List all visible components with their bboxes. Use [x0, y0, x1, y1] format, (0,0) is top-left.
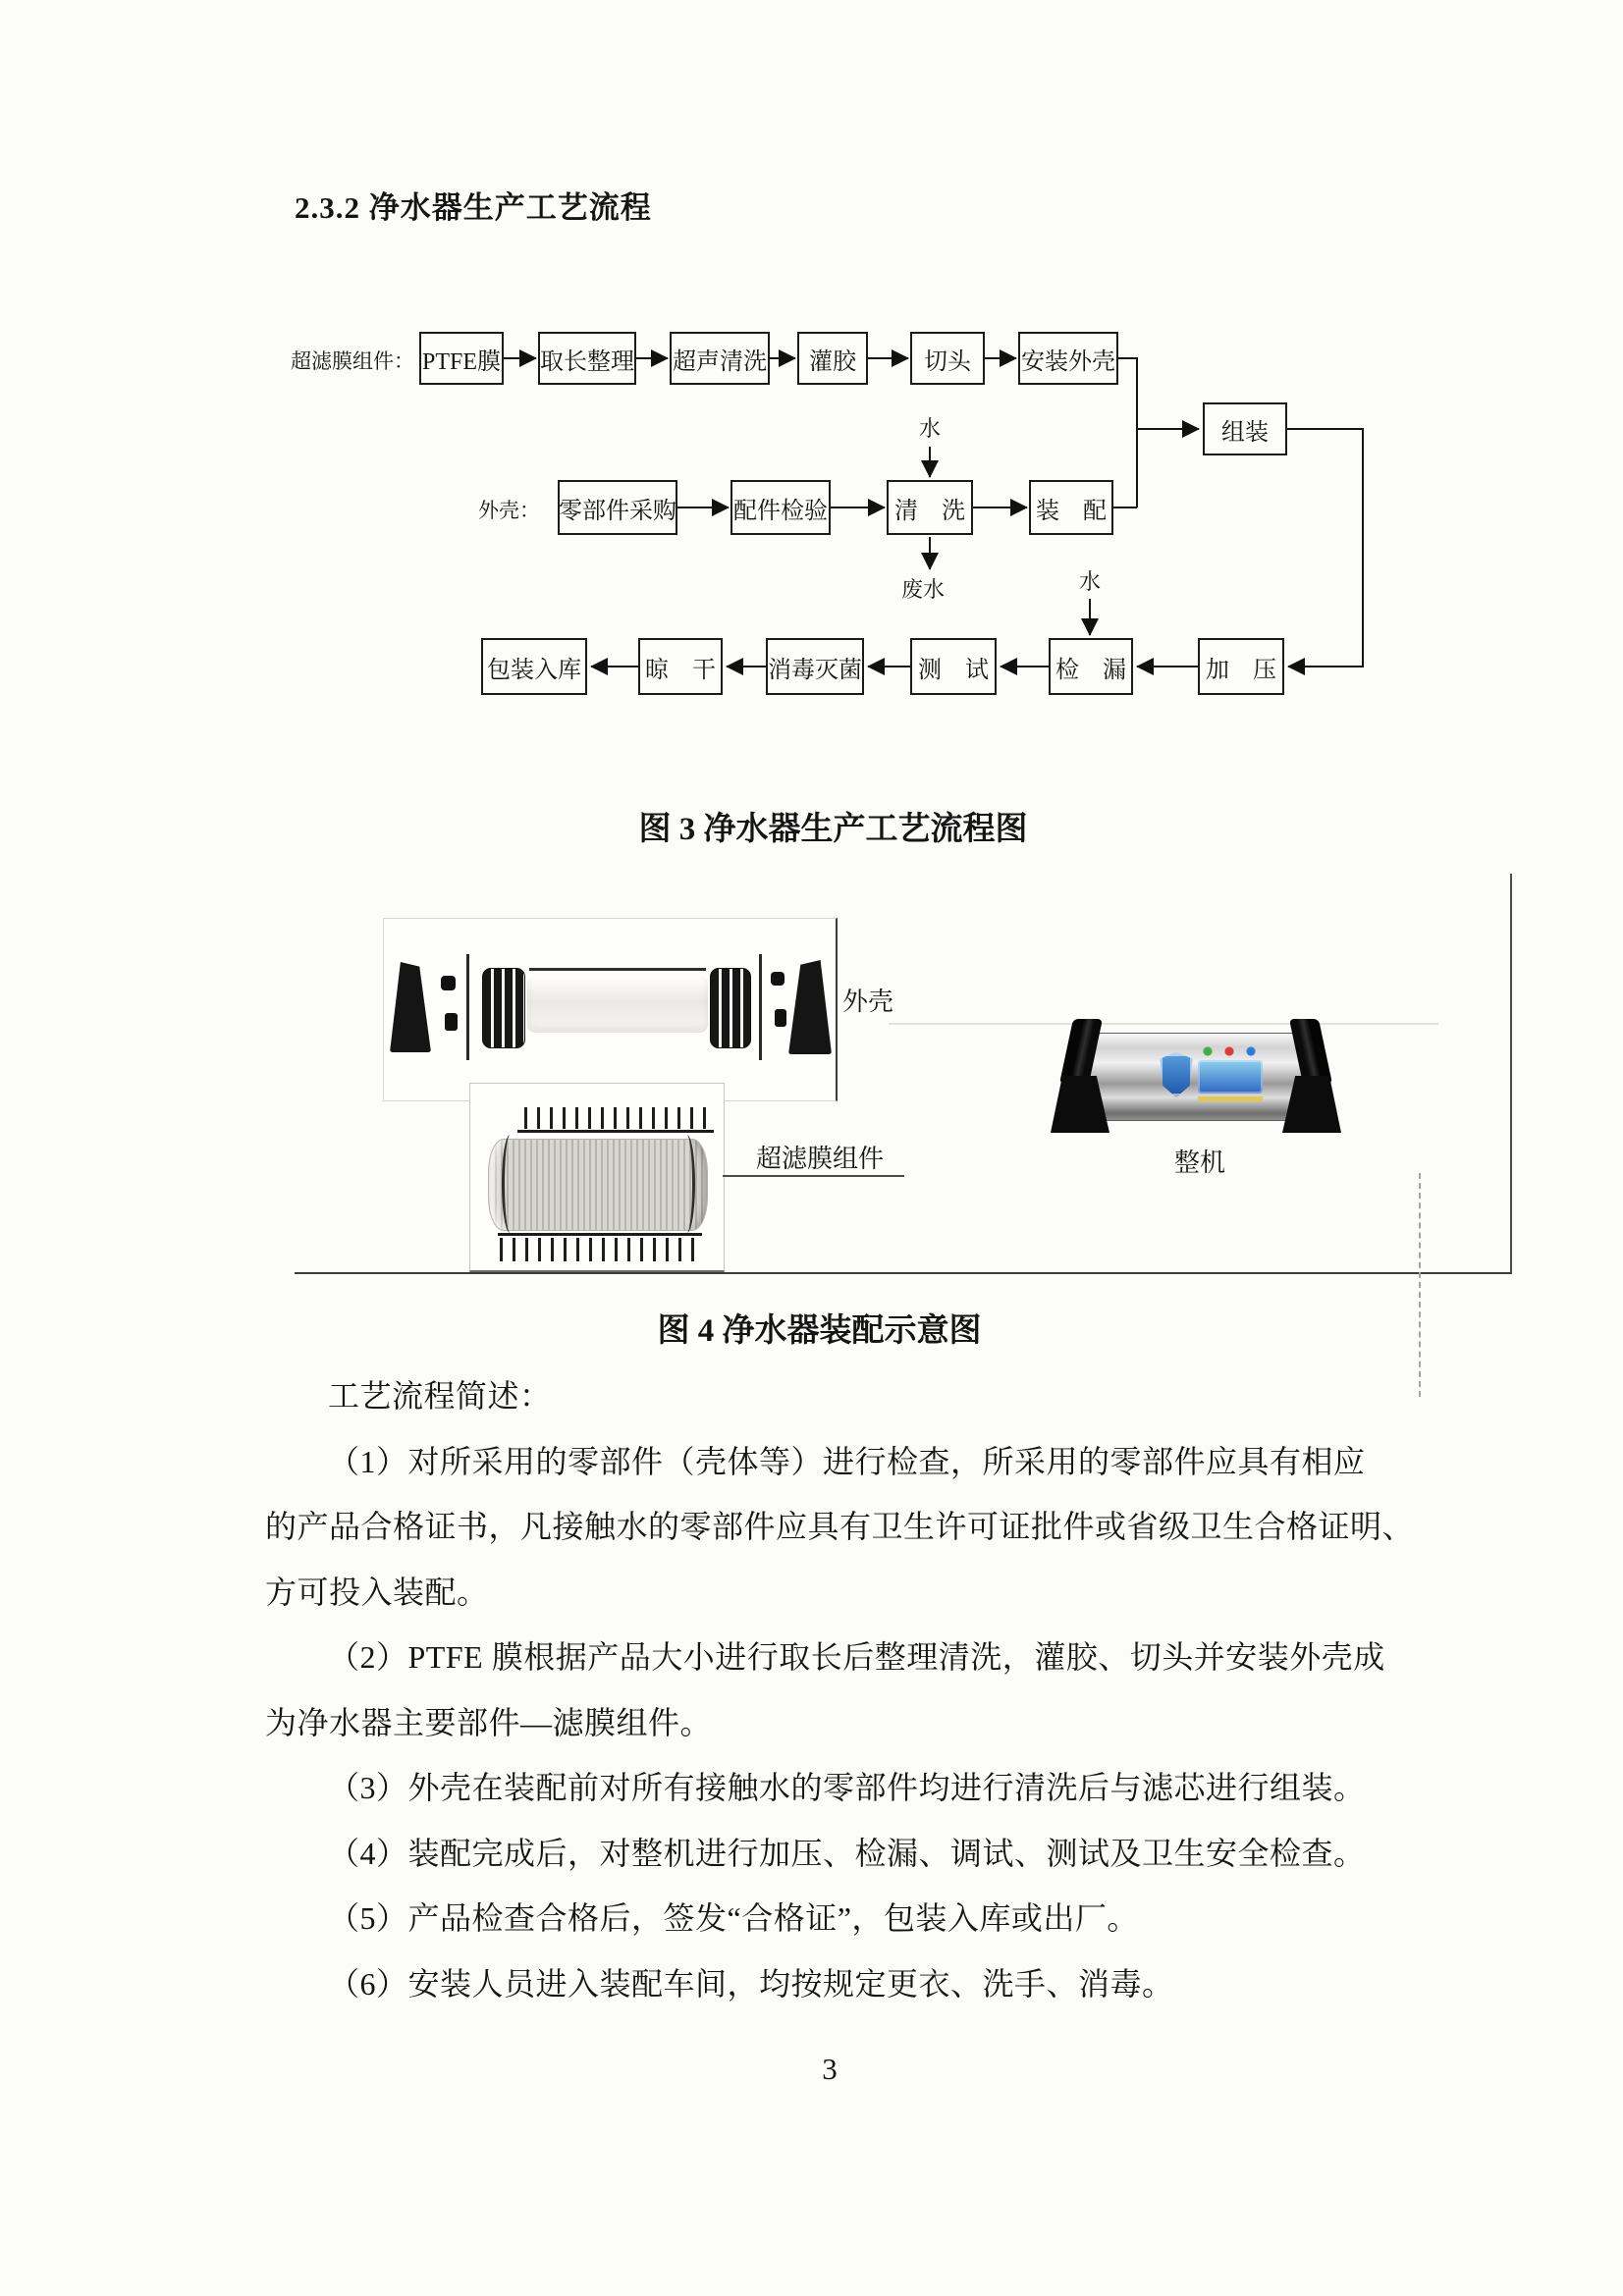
label-gold-line [1198, 1096, 1263, 1101]
flow-node-test: 测 试 [910, 638, 997, 695]
gasket-bar-right [759, 954, 762, 1060]
flow-node-cut-length: 取长整理 [538, 332, 636, 385]
body-line: 为净水器主要部件—滤膜组件。 [265, 1704, 713, 1740]
housing-exploded-photo [383, 918, 838, 1101]
figure4-assembly-diagram [295, 874, 1512, 1274]
body-line: 的产品合格证书，凡接触水的零部件应具有卫生许可证批件或省级卫生合格证明、 [265, 1509, 1415, 1544]
flow-node-glue: 灌胶 [797, 332, 868, 385]
housing-fitting-dot [445, 1013, 458, 1031]
membrane-label-underline [723, 1175, 904, 1177]
flow-node-parts-inspect: 配件检验 [730, 480, 831, 535]
label-strip [1198, 1060, 1263, 1094]
membrane-end-bracket-right [678, 1135, 695, 1233]
process-description [265, 1363, 1458, 2016]
flow-node-pressurize: 加 压 [1198, 638, 1284, 695]
flow-node-ultrasonic-clean: 超声清洗 [670, 332, 770, 385]
body-line: （4）装配完成后，对整机进行加压、检漏、调试、测试及卫生安全检查。 [328, 1835, 1366, 1871]
membrane-cylinder [488, 1139, 708, 1231]
flow-node-cut-head: 切头 [910, 332, 985, 385]
membrane-top-line [517, 1130, 714, 1133]
flow-node-disinfect: 消毒灭菌 [766, 638, 864, 695]
gasket-bar-left [466, 954, 469, 1060]
page-number: 3 [822, 2052, 838, 2086]
flow-node-dry: 晾 干 [638, 638, 723, 695]
body-line: （6）安装人员进入装配车间，均按规定更衣、洗手、消毒。 [328, 1965, 1174, 2002]
membrane-end-bracket-left [502, 1135, 518, 1233]
flow-node-ptfe-membrane: PTFE膜 [419, 332, 504, 385]
purifier-bracket-left [1051, 1019, 1115, 1133]
housing-end-cap-right [788, 960, 832, 1054]
flow-node-fit: 装 配 [1029, 480, 1113, 535]
figure3-caption: 图 3 净水器生产工艺流程图 [638, 812, 1028, 847]
housing-ring-left [482, 968, 525, 1048]
flow-node-leak-test: 检 漏 [1049, 638, 1133, 695]
housing-end-cap-left [390, 962, 431, 1052]
figure4-caption: 图 4 净水器装配示意图 [657, 1313, 982, 1349]
complete-unit-label: 整机 [1174, 1148, 1226, 1177]
membrane-bottom-line [498, 1233, 702, 1236]
body-line: （5）产品检查合格后，签发“合格证”，包装入库或出厂。 [328, 1900, 1139, 1936]
purifier-bracket-right [1276, 1019, 1341, 1133]
housing-row-label: 外壳： [478, 499, 540, 522]
housing-tube [527, 976, 708, 1033]
section-heading: 2.3.2 净水器生产工艺流程 [295, 190, 652, 225]
membrane-comb-bottom [500, 1238, 701, 1261]
membrane-label: 超滤膜组件 [756, 1145, 885, 1173]
body-line: （1）对所采用的零部件（壳体等）进行检查，所采用的零部件应具有相应 [328, 1443, 1366, 1479]
water-inlet-label-clean: 水 [919, 416, 942, 441]
membrane-row-label: 超滤膜组件： [291, 349, 414, 373]
membrane-module-photo [469, 1083, 725, 1272]
body-line: 方可投入装配。 [265, 1574, 489, 1610]
flow-node-assemble: 组装 [1203, 402, 1287, 455]
tube-top-line [529, 968, 706, 971]
complete-unit-photo [1049, 1019, 1343, 1137]
flow-node-clean: 清 洗 [887, 480, 973, 535]
flow-node-pack-store: 包装入库 [481, 638, 587, 695]
housing-fitting-dot [775, 1009, 786, 1027]
housing-fitting-dot [771, 972, 784, 986]
flow-node-install-housing: 安装外壳 [1018, 332, 1118, 385]
housing-ring-right [710, 968, 751, 1048]
label-dots-icon [1200, 1046, 1261, 1058]
body-line: 工艺流程简述： [328, 1378, 552, 1414]
body-line: （2）PTFE 膜根据产品大小进行取长后整理清洗，灌胶、切头并安装外壳成 [328, 1639, 1385, 1675]
housing-label: 外壳 [842, 988, 894, 1016]
water-inlet-label-leaktest: 水 [1079, 569, 1102, 594]
waste-water-label: 废水 [901, 577, 946, 602]
membrane-comb-top [524, 1107, 716, 1129]
body-line: （3）外壳在装配前对所有接触水的零部件均进行清洗后与滤芯进行组装。 [328, 1770, 1366, 1805]
housing-fitting-dot [441, 976, 456, 990]
flow-node-parts-purchase: 零部件采购 [558, 480, 677, 535]
